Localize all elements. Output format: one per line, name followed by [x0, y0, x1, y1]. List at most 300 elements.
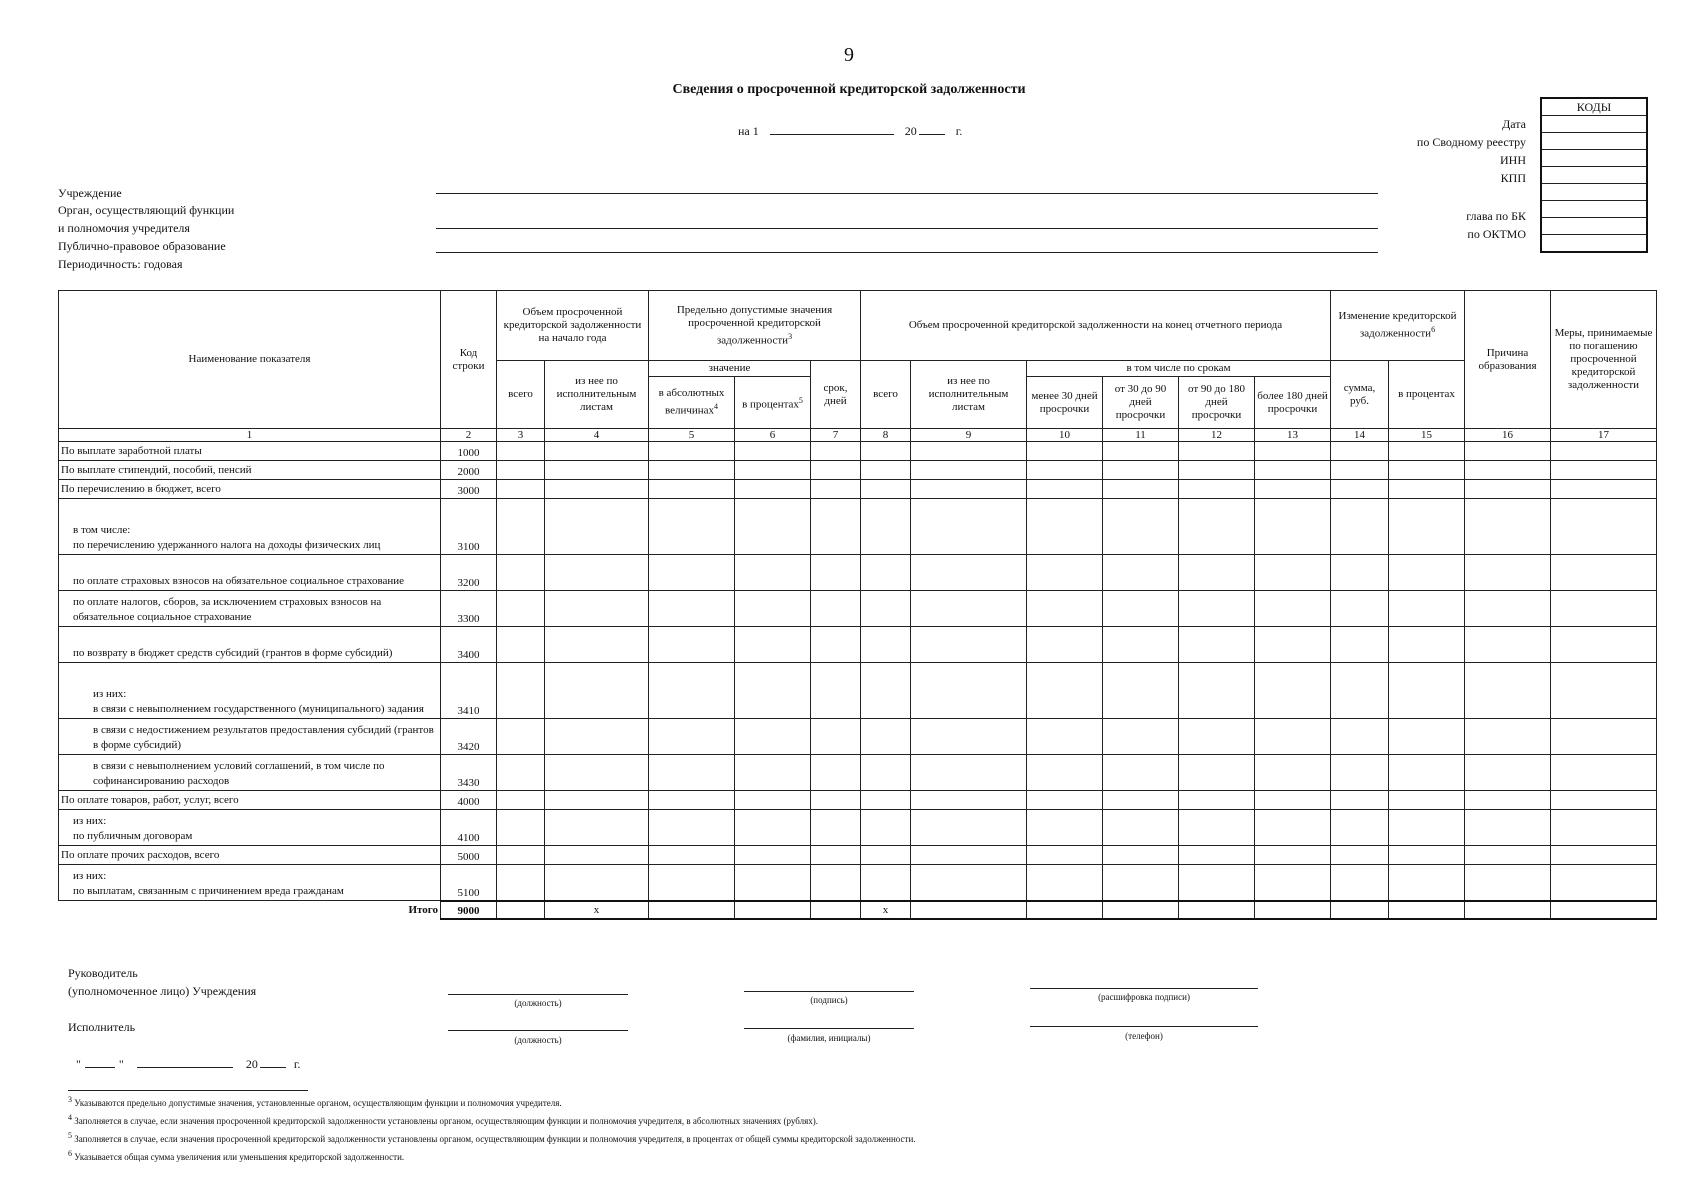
value-cell[interactable] — [1103, 591, 1179, 627]
code-date-cell[interactable] — [1541, 116, 1647, 133]
value-cell[interactable] — [811, 591, 861, 627]
head-position-line[interactable] — [448, 994, 628, 995]
table-row — [59, 480, 1657, 499]
value-cell[interactable] — [811, 461, 861, 480]
value-cell[interactable] — [735, 846, 811, 865]
value-cell[interactable] — [1027, 461, 1103, 480]
value-cell[interactable] — [497, 461, 545, 480]
value-cell[interactable] — [735, 791, 811, 810]
value-cell[interactable] — [1103, 442, 1179, 461]
value-cell[interactable] — [861, 791, 911, 810]
value-cell[interactable] — [1389, 555, 1465, 591]
value-cell[interactable] — [649, 663, 735, 719]
value-cell[interactable] — [497, 591, 545, 627]
value-cell[interactable] — [1331, 846, 1389, 865]
value-cell[interactable] — [545, 480, 649, 499]
value-cell[interactable] — [497, 810, 545, 846]
column-numbers-row — [59, 429, 1657, 442]
table-body — [59, 442, 1657, 901]
value-cell[interactable] — [1331, 499, 1389, 555]
value-cell[interactable] — [1331, 480, 1389, 499]
value-cell[interactable] — [735, 719, 811, 755]
header-percent-text: в процентах — [742, 398, 799, 411]
signing-year-field[interactable] — [260, 1056, 286, 1068]
value-cell[interactable] — [911, 480, 1027, 499]
value-cell[interactable] — [735, 865, 811, 901]
value-cell[interactable] — [649, 499, 735, 555]
value-cell[interactable] — [1103, 810, 1179, 846]
value-cell[interactable] — [911, 461, 1027, 480]
value-cell[interactable] — [861, 810, 911, 846]
label-founder-1: Орган, осуществляющий функции — [58, 203, 235, 217]
value-cell[interactable] — [1465, 719, 1551, 755]
value-cell[interactable] — [811, 663, 861, 719]
value-cell[interactable] — [497, 719, 545, 755]
value-cell[interactable] — [1551, 499, 1657, 555]
value-cell[interactable] — [1255, 791, 1331, 810]
column-number: 4 — [545, 429, 649, 442]
value-cell[interactable] — [1255, 627, 1331, 663]
total-cell[interactable] — [497, 901, 545, 919]
value-cell[interactable] — [649, 719, 735, 755]
value-cell[interactable] — [1331, 865, 1389, 901]
value-cell[interactable] — [1179, 627, 1255, 663]
header-reason: Причина образования — [1465, 291, 1551, 429]
date-prefix: на 1 — [738, 124, 759, 138]
value-cell[interactable] — [1331, 555, 1389, 591]
value-cell[interactable] — [1465, 499, 1551, 555]
header-by-terms: в том числе по срокам — [1027, 361, 1331, 377]
code-blank-cell[interactable] — [1541, 184, 1647, 201]
table-row — [59, 719, 1657, 755]
value-cell[interactable] — [1179, 591, 1255, 627]
value-cell[interactable] — [1255, 719, 1331, 755]
column-number: 16 — [1465, 429, 1551, 442]
row-indicator-name: По оплате прочих расходов, всего — [59, 846, 441, 865]
value-cell[interactable] — [911, 755, 1027, 791]
value-cell[interactable] — [545, 461, 649, 480]
value-cell[interactable] — [861, 865, 911, 901]
table-row — [59, 755, 1657, 791]
value-cell[interactable] — [911, 846, 1027, 865]
date-year-field[interactable] — [919, 122, 945, 135]
value-cell[interactable] — [1027, 810, 1103, 846]
value-cell[interactable] — [1551, 791, 1657, 810]
footnote-5-text: Заполняется в случае, если значения просроченной кредиторской задолженности установлены органом, осуществляющим функции и полномочия учредителя, в процентах от общей суммы кредиторской задолженности. — [74, 1134, 916, 1144]
footnote-6-text: Указывается общая сумма увеличения или уменьшения кредиторской задолженности. — [74, 1152, 405, 1162]
value-cell[interactable] — [735, 627, 811, 663]
total-cell[interactable] — [811, 901, 861, 919]
value-cell[interactable] — [497, 663, 545, 719]
document-title: Сведения о просроченной кредиторской задолженности — [672, 82, 1026, 97]
value-cell[interactable] — [1331, 755, 1389, 791]
value-cell[interactable] — [497, 755, 545, 791]
value-cell[interactable] — [1179, 791, 1255, 810]
value-cell[interactable] — [497, 791, 545, 810]
table-row — [59, 846, 1657, 865]
value-cell[interactable] — [1103, 555, 1179, 591]
code-kpp-cell[interactable] — [1541, 167, 1647, 184]
value-cell[interactable] — [1331, 719, 1389, 755]
code-oktmo-cell[interactable] — [1541, 218, 1647, 235]
value-cell[interactable] — [1389, 442, 1465, 461]
value-cell[interactable] — [1027, 627, 1103, 663]
value-cell[interactable] — [1389, 865, 1465, 901]
value-cell[interactable] — [649, 846, 735, 865]
value-cell[interactable] — [1027, 846, 1103, 865]
value-cell[interactable] — [545, 663, 649, 719]
value-cell[interactable] — [911, 442, 1027, 461]
total-x-mark: x — [545, 901, 649, 919]
row-code: 1000 — [441, 442, 497, 461]
value-cell[interactable] — [1465, 591, 1551, 627]
value-cell[interactable] — [861, 719, 911, 755]
value-cell[interactable] — [1179, 499, 1255, 555]
code-extra-cell[interactable] — [1541, 235, 1647, 253]
value-cell[interactable] — [545, 755, 649, 791]
value-cell[interactable] — [1465, 461, 1551, 480]
value-cell[interactable] — [861, 663, 911, 719]
value-cell[interactable] — [1103, 627, 1179, 663]
total-cell[interactable] — [649, 901, 735, 919]
value-cell[interactable] — [1331, 461, 1389, 480]
total-cell[interactable] — [1331, 901, 1389, 919]
value-cell[interactable] — [1027, 865, 1103, 901]
value-cell[interactable] — [1331, 627, 1389, 663]
executor-name-line[interactable] — [744, 1028, 914, 1029]
value-cell[interactable] — [811, 480, 861, 499]
header-value: значение — [649, 361, 811, 377]
value-cell[interactable] — [911, 791, 1027, 810]
value-cell[interactable] — [1389, 791, 1465, 810]
value-cell[interactable] — [861, 755, 911, 791]
value-cell[interactable] — [1179, 846, 1255, 865]
value-cell[interactable] — [1179, 810, 1255, 846]
value-cell[interactable] — [497, 846, 545, 865]
value-cell[interactable] — [1465, 555, 1551, 591]
date-quote-close: " — [118, 1057, 124, 1071]
value-cell[interactable] — [1103, 663, 1179, 719]
value-cell[interactable] — [1389, 810, 1465, 846]
header-row-code: Код строки — [441, 291, 497, 429]
value-cell[interactable] — [545, 865, 649, 901]
value-cell[interactable] — [1331, 791, 1389, 810]
value-cell[interactable] — [1027, 591, 1103, 627]
value-cell[interactable] — [649, 461, 735, 480]
caption-name: (фамилия, инициалы) — [787, 1033, 871, 1043]
value-cell[interactable] — [545, 499, 649, 555]
value-cell[interactable] — [497, 627, 545, 663]
value-cell[interactable] — [1389, 480, 1465, 499]
value-cell[interactable] — [1389, 591, 1465, 627]
header-limits-text: Предельно допустимые значения просроченной кредиторской задолженности — [676, 303, 833, 347]
total-cell[interactable] — [1551, 901, 1657, 919]
value-cell[interactable] — [911, 499, 1027, 555]
value-cell[interactable] — [1255, 480, 1331, 499]
value-cell[interactable] — [1255, 755, 1331, 791]
value-cell[interactable] — [811, 865, 861, 901]
value-cell[interactable] — [1465, 865, 1551, 901]
institution-field[interactable] — [436, 193, 1378, 194]
value-cell[interactable] — [1331, 663, 1389, 719]
value-cell[interactable] — [1103, 480, 1179, 499]
row-indicator-name: по оплате страховых взносов на обязательное социальное страхование — [59, 555, 441, 591]
value-cell[interactable] — [811, 755, 861, 791]
value-cell[interactable] — [861, 442, 911, 461]
value-cell[interactable] — [1551, 591, 1657, 627]
total-cell[interactable] — [911, 901, 1027, 919]
value-cell[interactable] — [1255, 591, 1331, 627]
value-cell[interactable] — [1465, 663, 1551, 719]
value-cell[interactable] — [911, 627, 1027, 663]
value-cell[interactable] — [735, 555, 811, 591]
value-cell[interactable] — [1465, 810, 1551, 846]
value-cell[interactable] — [811, 499, 861, 555]
value-cell[interactable] — [1551, 461, 1657, 480]
value-cell[interactable] — [1179, 755, 1255, 791]
total-cell[interactable] — [735, 901, 811, 919]
value-cell[interactable] — [735, 755, 811, 791]
executor-phone-line[interactable] — [1030, 1026, 1258, 1027]
value-cell[interactable] — [735, 461, 811, 480]
value-cell[interactable] — [497, 555, 545, 591]
value-cell[interactable] — [1103, 755, 1179, 791]
value-cell[interactable] — [649, 480, 735, 499]
value-cell[interactable] — [811, 791, 861, 810]
total-cell[interactable] — [1389, 901, 1465, 919]
value-cell[interactable] — [1465, 755, 1551, 791]
value-cell[interactable] — [1255, 499, 1331, 555]
value-cell[interactable] — [811, 810, 861, 846]
value-cell[interactable] — [1551, 663, 1657, 719]
value-cell[interactable] — [1389, 499, 1465, 555]
row-indicator-name: по оплате налогов, сборов, за исключением страховых взносов на обязательное социальное страхование — [59, 591, 441, 627]
value-cell[interactable] — [497, 442, 545, 461]
row-indicator-name: По оплате товаров, работ, услуг, всего — [59, 791, 441, 810]
value-cell[interactable] — [1103, 499, 1179, 555]
value-cell[interactable] — [1255, 663, 1331, 719]
table-row — [59, 591, 1657, 627]
total-cell[interactable] — [1179, 901, 1255, 919]
value-cell[interactable] — [811, 555, 861, 591]
row-code: 3200 — [441, 555, 497, 591]
value-cell[interactable] — [1331, 442, 1389, 461]
value-cell[interactable] — [1179, 480, 1255, 499]
column-number: 6 — [735, 429, 811, 442]
value-cell[interactable] — [649, 555, 735, 591]
value-cell[interactable] — [1255, 555, 1331, 591]
footnote-4-num: 4 — [68, 1113, 72, 1122]
value-cell[interactable] — [1551, 810, 1657, 846]
value-cell[interactable] — [1389, 627, 1465, 663]
row-code: 3420 — [441, 719, 497, 755]
value-cell[interactable] — [1389, 755, 1465, 791]
value-cell[interactable] — [1255, 846, 1331, 865]
value-cell[interactable] — [1027, 555, 1103, 591]
codes-label-date: Дата — [1502, 117, 1526, 131]
value-cell[interactable] — [861, 591, 911, 627]
value-cell[interactable] — [1255, 442, 1331, 461]
row-code: 3410 — [441, 663, 497, 719]
value-cell[interactable] — [497, 499, 545, 555]
codes-header: КОДЫ — [1541, 98, 1647, 116]
total-cell[interactable] — [1465, 901, 1551, 919]
value-cell[interactable] — [1179, 442, 1255, 461]
value-cell[interactable] — [1027, 719, 1103, 755]
row-indicator-name: По перечислению в бюджет, всего — [59, 480, 441, 499]
total-row — [59, 901, 1657, 919]
codes-label-registry: по Сводному реестру — [1416, 135, 1526, 149]
value-cell[interactable] — [1179, 719, 1255, 755]
value-cell[interactable] — [1551, 627, 1657, 663]
value-cell[interactable] — [1103, 865, 1179, 901]
value-cell[interactable] — [649, 810, 735, 846]
row-code: 5000 — [441, 846, 497, 865]
header-end-of-period: Объем просроченной кредиторской задолженности на конец отчетного периода — [861, 291, 1331, 361]
signing-day-field[interactable] — [85, 1056, 115, 1068]
value-cell[interactable] — [735, 480, 811, 499]
header-start-total: всего — [497, 361, 545, 429]
value-cell[interactable] — [1389, 719, 1465, 755]
total-cell[interactable] — [1027, 901, 1103, 919]
value-cell[interactable] — [735, 810, 811, 846]
value-cell[interactable] — [861, 461, 911, 480]
value-cell[interactable] — [1179, 555, 1255, 591]
value-cell[interactable] — [1465, 627, 1551, 663]
head-decoding-line[interactable] — [1030, 988, 1258, 989]
value-cell[interactable] — [811, 442, 861, 461]
value-cell[interactable] — [811, 719, 861, 755]
founder-field[interactable] — [436, 228, 1378, 229]
value-cell[interactable] — [1551, 719, 1657, 755]
value-cell[interactable] — [1551, 480, 1657, 499]
value-cell[interactable] — [545, 719, 649, 755]
value-cell[interactable] — [1465, 480, 1551, 499]
value-cell[interactable] — [811, 846, 861, 865]
value-cell[interactable] — [1551, 755, 1657, 791]
value-cell[interactable] — [861, 499, 911, 555]
value-cell[interactable] — [911, 663, 1027, 719]
value-cell[interactable] — [1551, 846, 1657, 865]
value-cell[interactable] — [1103, 719, 1179, 755]
row-code: 3430 — [441, 755, 497, 791]
value-cell[interactable] — [861, 627, 911, 663]
row-indicator-name: в связи с невыполнением условий соглашений, в том числе по софинансированию расходов — [59, 755, 441, 791]
value-cell[interactable] — [911, 810, 1027, 846]
value-cell[interactable] — [735, 663, 811, 719]
value-cell[interactable] — [1331, 591, 1389, 627]
value-cell[interactable] — [1465, 846, 1551, 865]
value-cell[interactable] — [545, 627, 649, 663]
value-cell[interactable] — [649, 755, 735, 791]
code-registry-cell[interactable] — [1541, 133, 1647, 150]
total-cell[interactable] — [1103, 901, 1179, 919]
value-cell[interactable] — [911, 719, 1027, 755]
value-cell[interactable] — [1027, 480, 1103, 499]
value-cell[interactable] — [545, 846, 649, 865]
value-cell[interactable] — [649, 865, 735, 901]
value-cell[interactable] — [649, 791, 735, 810]
public-entity-field[interactable] — [436, 252, 1378, 253]
value-cell[interactable] — [1179, 461, 1255, 480]
value-cell[interactable] — [1331, 810, 1389, 846]
value-cell[interactable] — [545, 555, 649, 591]
caption-decoding: (расшифровка подписи) — [1098, 992, 1190, 1002]
footnote-6 — [68, 1149, 404, 1162]
value-cell[interactable] — [735, 442, 811, 461]
value-cell[interactable] — [1389, 663, 1465, 719]
row-indicator-name: По выплате стипендий, пособий, пенсий — [59, 461, 441, 480]
value-cell[interactable] — [1551, 555, 1657, 591]
value-cell[interactable] — [735, 499, 811, 555]
value-cell[interactable] — [1465, 791, 1551, 810]
header-limits — [649, 291, 861, 361]
value-cell[interactable] — [1551, 442, 1657, 461]
value-cell[interactable] — [1027, 442, 1103, 461]
value-cell[interactable] — [1389, 461, 1465, 480]
column-number: 11 — [1103, 429, 1179, 442]
value-cell[interactable] — [861, 846, 911, 865]
value-cell[interactable] — [1103, 791, 1179, 810]
code-glava-bk-cell[interactable] — [1541, 201, 1647, 218]
value-cell[interactable] — [1103, 846, 1179, 865]
value-cell[interactable] — [735, 591, 811, 627]
value-cell[interactable] — [545, 791, 649, 810]
value-cell[interactable] — [1255, 461, 1331, 480]
value-cell[interactable] — [1255, 865, 1331, 901]
head-signature-line[interactable] — [744, 991, 914, 992]
value-cell[interactable] — [1389, 846, 1465, 865]
value-cell[interactable] — [1255, 810, 1331, 846]
table-row — [59, 627, 1657, 663]
code-inn-cell[interactable] — [1541, 150, 1647, 167]
value-cell[interactable] — [497, 865, 545, 901]
value-cell[interactable] — [1179, 865, 1255, 901]
value-cell[interactable] — [1027, 499, 1103, 555]
value-cell[interactable] — [649, 627, 735, 663]
date-day-month-field[interactable] — [770, 122, 894, 135]
label-institution: Учреждение — [58, 186, 122, 200]
value-cell[interactable] — [1027, 755, 1103, 791]
value-cell[interactable] — [911, 591, 1027, 627]
total-cell[interactable] — [1255, 901, 1331, 919]
value-cell[interactable] — [649, 442, 735, 461]
footnote-5 — [68, 1131, 916, 1144]
value-cell[interactable] — [649, 591, 735, 627]
value-cell[interactable] — [545, 591, 649, 627]
value-cell[interactable] — [861, 480, 911, 499]
value-cell[interactable] — [545, 442, 649, 461]
value-cell[interactable] — [545, 810, 649, 846]
signing-month-field[interactable] — [137, 1056, 233, 1068]
value-cell[interactable] — [1027, 791, 1103, 810]
column-number: 5 — [649, 429, 735, 442]
value-cell[interactable] — [1551, 865, 1657, 901]
executor-position-line[interactable] — [448, 1030, 628, 1031]
value-cell[interactable] — [1179, 663, 1255, 719]
value-cell[interactable] — [811, 627, 861, 663]
header-measures: Меры, принимаемые по погашению просроченной кредиторской задолженности — [1551, 291, 1657, 429]
value-cell[interactable] — [1027, 663, 1103, 719]
value-cell[interactable] — [911, 555, 1027, 591]
value-cell[interactable] — [1465, 442, 1551, 461]
value-cell[interactable] — [497, 480, 545, 499]
value-cell[interactable] — [861, 555, 911, 591]
value-cell[interactable] — [1103, 461, 1179, 480]
footnote-5-num: 5 — [68, 1131, 72, 1140]
value-cell[interactable] — [911, 865, 1027, 901]
header-percent — [735, 377, 811, 429]
